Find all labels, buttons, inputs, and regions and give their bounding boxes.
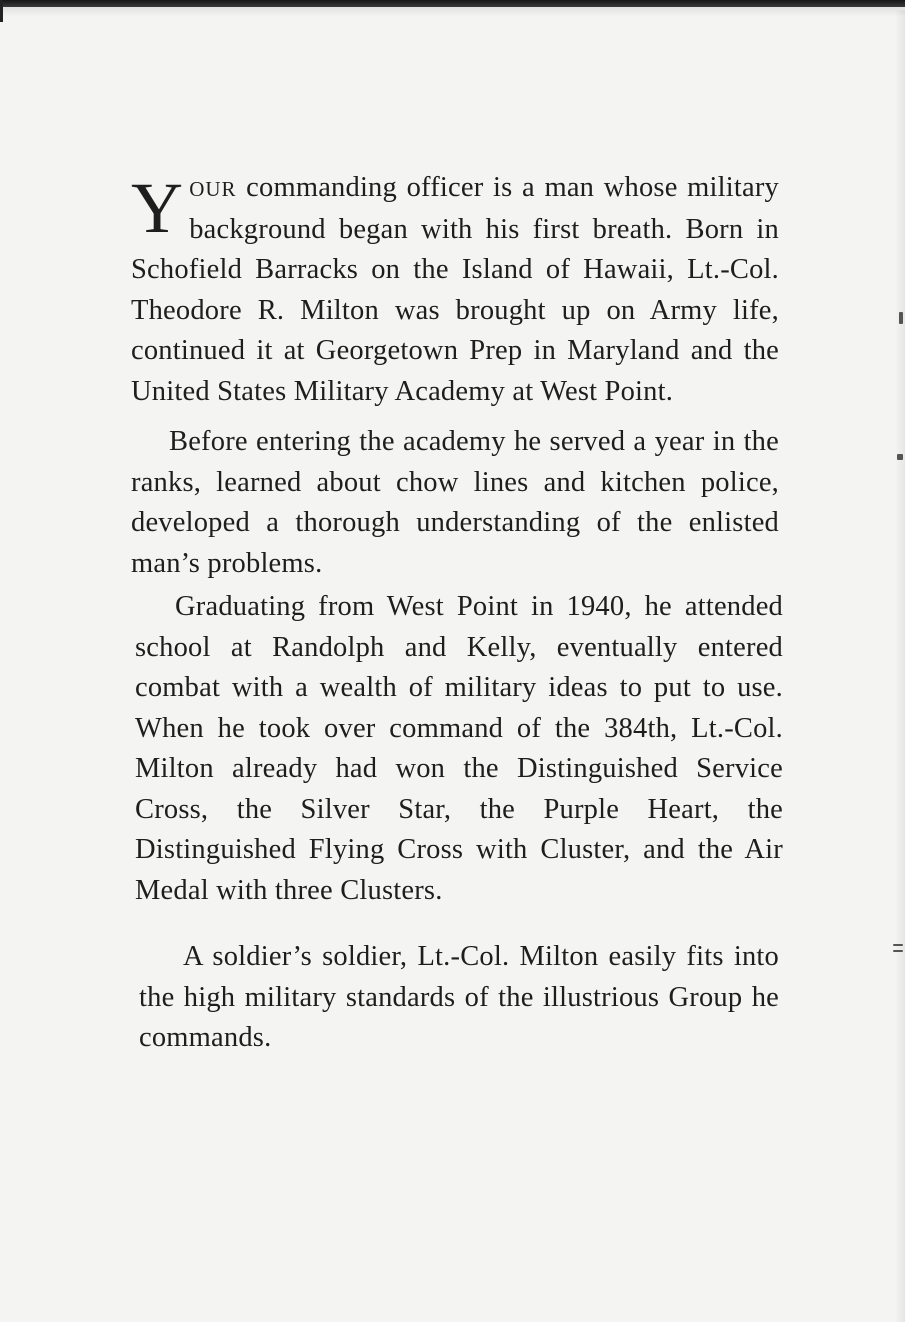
drop-cap: Y <box>131 168 184 248</box>
paper-speck <box>897 454 903 460</box>
paragraph-west-point: Graduating from West Point in 1940, he attended school at Randolph and Kelly, eventually entered combat with a wealth of military ideas to put to use. When he took over command of the 384th, Lt.-Col. Milton already had won the Distinguished Service Cross, the Silver Star, the Purple Heart, the Distinguished Flying Cross with Cluster, and the Air Medal with three Clusters. <box>135 591 783 906</box>
paper-speck <box>893 944 903 946</box>
paragraph-commanding-officer <box>131 168 779 412</box>
lead-in-smallcaps: OUR <box>189 177 237 201</box>
page-right-shadow <box>895 10 905 1322</box>
paragraph-academy: Before entering the academy he served a year in the ranks, learned about chow lines and kitchen police, developed a thorough understanding of the enlisted man’s problems. <box>131 426 779 579</box>
page-top-edge <box>0 0 905 7</box>
page-corner-mark <box>0 0 3 22</box>
paragraph-soldiers-soldier: A soldier’s soldier, Lt.-Col. Milton easily fits into the high military standards of the illustrious Group he commands. <box>139 941 779 1053</box>
paper-speck <box>893 950 903 952</box>
paper-speck <box>899 312 903 324</box>
paragraph-1-text: commanding officer is a man whose military background began with his first breath. Born in Schofield Barracks on the Island of Hawaii, Lt.-Col. Theodore R. Milton was brought up on Army life, continued it at Georgetown Prep in Maryland and the United States Military Academy at West Point. <box>131 172 779 407</box>
body-text <box>131 168 783 1059</box>
